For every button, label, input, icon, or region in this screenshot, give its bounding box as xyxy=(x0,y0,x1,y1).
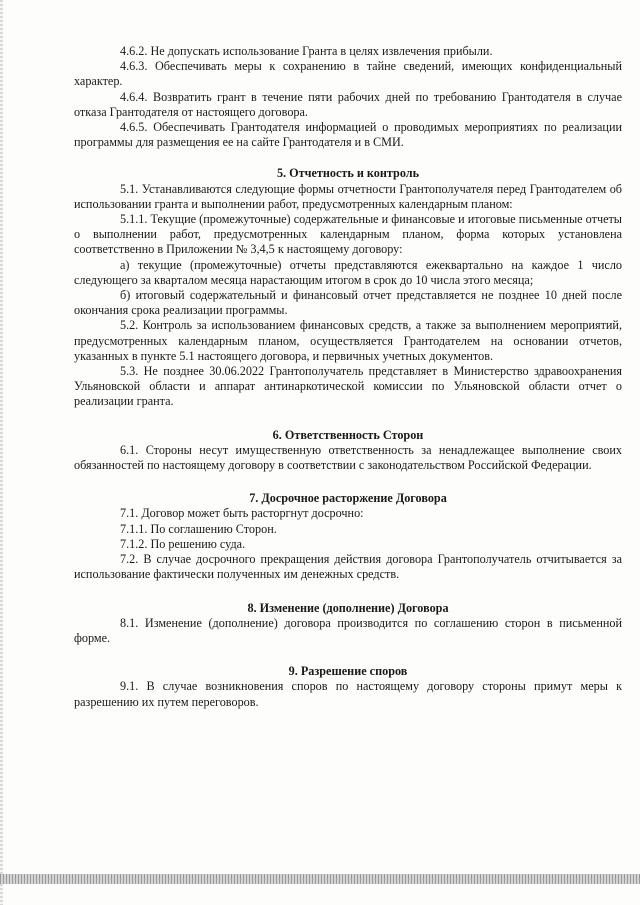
clause-5-1-1-a: а) текущие (промежуточные) отчеты представляются ежеквартально на каждое 1 число следующего за кварталом месяца нарастающим итогом в срок до 10 числа этого месяца; xyxy=(74,257,622,287)
clause-5-3: 5.3. Не позднее 30.06.2022 Грантополучатель представляет в Министерство здравоохранения Ульяновской области и аппарат антинаркотической комиссии по Ульяновской области отчет о реализации гранта. xyxy=(74,364,622,409)
clause-7-1-2: 7.1.2. По решению суда. xyxy=(120,536,246,551)
clause-4-6-3: 4.6.3. Обеспечивать меры к сохранению в тайне сведений, имеющих конфиденциальный характер. xyxy=(74,59,622,89)
clause-4-6-2: 4.6.2. Не допускать использование Гранта в целях извлечения прибыли. xyxy=(120,44,493,58)
section-9-heading: 9. Разрешение споров xyxy=(288,664,408,679)
clause-9-1: 9.1. В случае возникновения споров по настоящему договору стороны примут меры к разрешению их путем переговоров. xyxy=(74,679,622,709)
section-8-heading: 8. Изменение (дополнение) Договора xyxy=(247,600,449,615)
clause-7-2: 7.2. В случае досрочного прекращения действия договора Грантополучатель отчитывается за использование фактически полученных им денежных средств. xyxy=(74,552,622,582)
clause-4-6-5: 4.6.5. Обеспечивать Грантодателя информацией о проводимых мероприятиях по реализации программы для размещения ее на сайте Грантодателя и в СМИ. xyxy=(74,120,622,150)
clause-7-1: 7.1. Договор может быть расторгнут досрочно: xyxy=(120,506,364,521)
clause-8-1: 8.1. Изменение (дополнение) договора производится по соглашению сторон в письменной форме. xyxy=(74,615,622,645)
clause-6-1: 6.1. Стороны несут имущественную ответственность за ненадлежащее выполнение своих обязанностей по настоящему договору в соответствии с законодательством Российской Федерации. xyxy=(74,442,622,473)
section-6-heading: 6. Ответственность Сторон xyxy=(272,427,424,442)
clause-5-2: 5.2. Контроль за использованием финансовых средств, а также за выполнением мероприятий, предусмотренных календарным планом, осуществляется Грантодателем на основании отчетов, указанных в пункте 5.1 настоящего договора, и первичных учетных документов. xyxy=(74,318,622,363)
document-page xyxy=(74,44,622,710)
clause-5-1: 5.1. Устанавливаются следующие формы отчетности Грантополучателя перед Грантодателем об использовании гранта и выполнении работ, предусмотренных календарным планом: xyxy=(74,181,622,211)
scan-edge-left xyxy=(0,0,3,905)
scan-edge-bottom xyxy=(0,874,640,884)
section-5-heading: 5. Отчетность и контроль xyxy=(276,166,420,181)
clause-5-1-1-b: б) итоговый содержательный и финансовый отчет представляется не позднее 10 дней после окончания срока реализации программы. xyxy=(74,288,622,318)
clause-4-6-4: 4.6.4. Возвратить грант в течение пяти рабочих дней по требованию Грантодателя в случае отказа Грантодателя от настоящего договора. xyxy=(74,89,622,119)
section-7-heading: 7. Досрочное расторжение Договора xyxy=(249,491,447,506)
clause-5-1-1: 5.1.1. Текущие (промежуточные) содержательные и финансовые и итоговые письменные отчеты о выполнении работ, предусмотренных календарным планом, форма которых установлена соответственно в Приложении № 3,4,5 к настоящему договору: xyxy=(74,212,622,257)
clause-7-1-1: 7.1.1. По соглашению Сторон. xyxy=(120,521,277,536)
